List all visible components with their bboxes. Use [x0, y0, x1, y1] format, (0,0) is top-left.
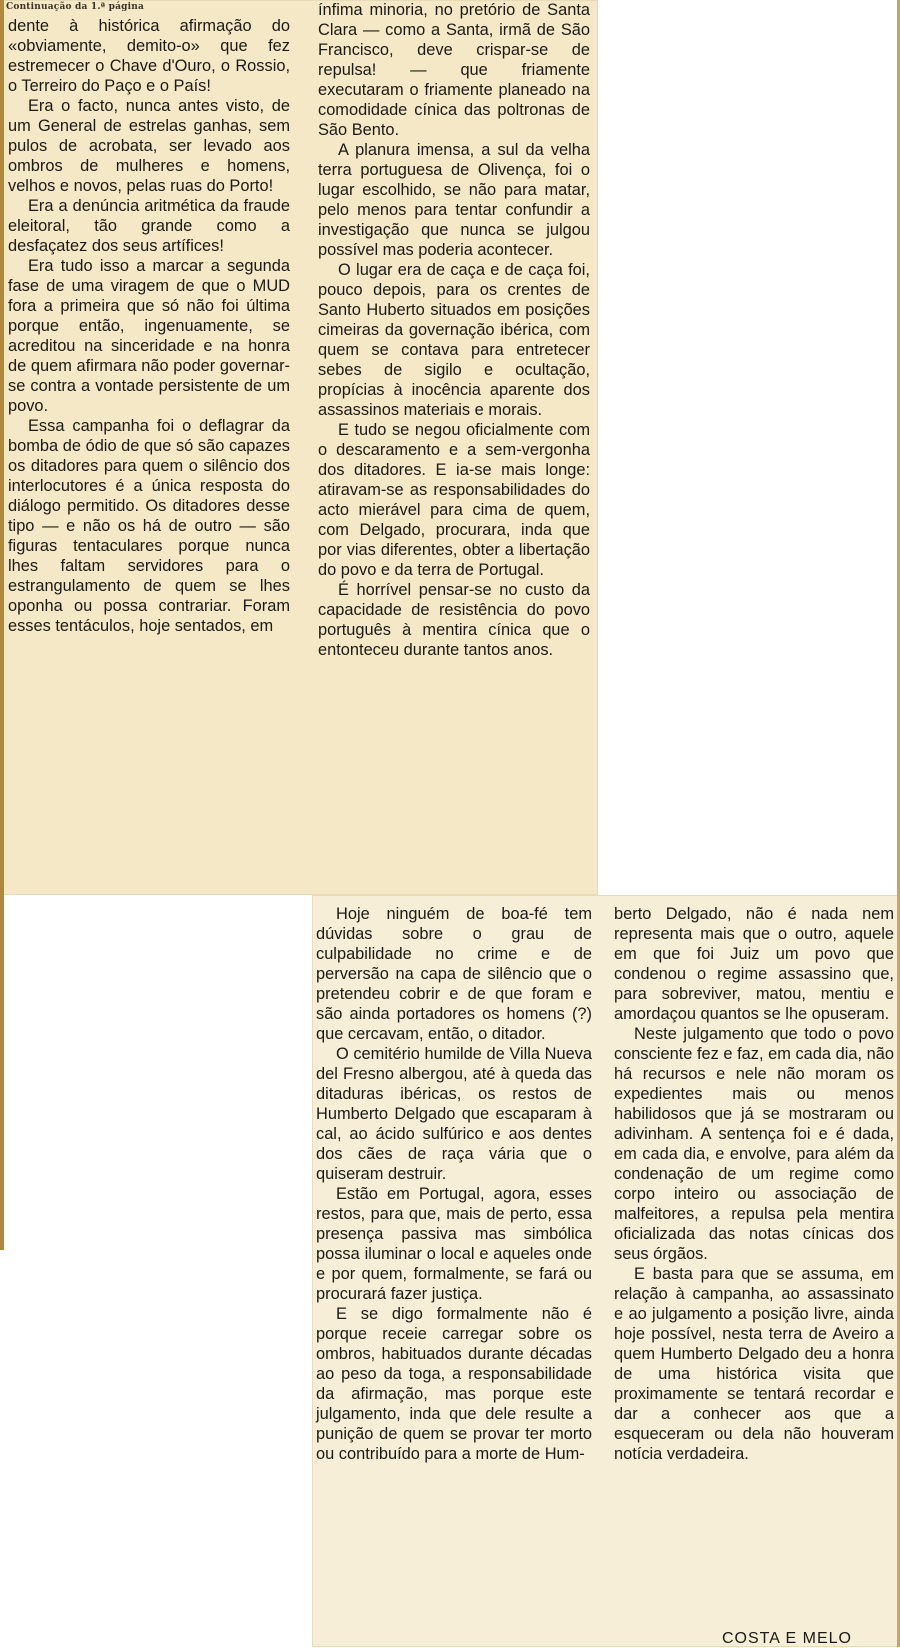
paragraph: O lugar era de caça e de caça foi, pouco depois, para os crentes de Santo Huberto situados em posições cimeiras da governação ibérica, com quem se contava para entretecer sebes de sigilo e ocultação, propícias à inocência aparente dos assassinos materiais e morais. — [318, 261, 590, 419]
paragraph: dente à histórica afirmação do «obviamente, demito-o» que fez estremecer o Chave d'Ouro, o Rossio, o Terreiro do Paço e o País! — [8, 17, 290, 95]
paper-edge-left — [0, 0, 4, 1250]
paragraph: Hoje ninguém de boa-fé tem dúvidas sobre o grau de culpabilidade no crime e de perversão na capa de silêncio que o pretendeu cobrir e de que foram e são ainda portadores os homens (?) que cercavam, então, o ditador. — [316, 905, 592, 1043]
paragraph: E basta para que se assuma, em relação à campanha, ao assassinato e ao julgamento a posição livre, ainda hoje possível, nesta terra de Aveiro a quem Humberto Delgado deu a honra de uma histórica visita que proximamente se tentará recordar e dar a conhecer aos que a esqueceram ou dela não houveram notícia verdadeira. — [614, 1265, 894, 1463]
paragraph: O cemitério humilde de Villa Nueva del Fresno albergou, até à queda das ditaduras ibéricas, os restos de Humberto Delgado que escaparam à cal, ao ácido sulfúrico e aos dentes dos cães de raça vária que o quiseram destruir. — [316, 1045, 592, 1183]
paragraph: ínfima minoria, no pretório de Santa Clara — como a Santa, irmã de São Francisco, deve crispar-se de repulsa! — que friamente executaram o friamente planeado na comodidade cínica das poltronas de São Bento. — [318, 1, 590, 139]
paragraph: Era a denúncia aritmética da fraude eleitoral, tão grande como a desfaçatez dos seus artífices! — [8, 197, 290, 255]
paragraph: berto Delgado, não é nada nem representa mais que o outro, aquele em que foi Juiz um povo que condenou o regime assassino que, para sobreviver, matou, mentiu e amordaçou quantos se lhe opuseram. — [614, 905, 894, 1023]
paragraph: Neste julgamento que todo o povo consciente fez e faz, em cada dia, não há recursos e nele não moram os expedientes mais ou menos habilidosos que já se mostraram ou adivinham. A sentença foi e é dada, em cada dia, e envolve, para além da condenação de um regime como corpo inteiro ou associação de malfeitores, a repulsa pela mentira oficializada das notas cínicas dos seus órgãos. — [614, 1025, 894, 1263]
text-column-2 — [318, 0, 590, 660]
paragraph: Essa campanha foi o deflagrar da bomba de ódio de que só são capazes os ditadores para quem o silêncio dos interlocutores é a única resposta do diálogo permitido. Os ditadores desse tipo — e não os há de outro — são figuras tentaculares porque nunca lhes faltam servidores para o estrangulamento de quem se lhes oponha ou possa contrariar. Foram esses tentáculos, hoje sentados, em — [8, 417, 290, 635]
paragraph: E tudo se negou oficialmente com o descaramento e a sem-vergonha dos ditadores. E ia-se mais longe: atiravam-se as responsabilidades do acto mierável para cima de quem, com Delgado, procurara, inda que por vias diferentes, obter a libertação do povo e da terra de Portugal. — [318, 421, 590, 579]
text-column-3 — [316, 904, 592, 1464]
paragraph: É horrível pensar-se no custo da capacidade de resistência do povo português à mentira cínica que o entonteceu durante tantos anos. — [318, 581, 590, 659]
text-column-1 — [8, 16, 290, 636]
continuation-header: Continuação da 1.ª página — [6, 2, 145, 12]
paragraph: E se digo formalmente não é porque receie carregar sobre os ombros, habituados durante décadas ao peso da toga, a responsabilidade da afirmação, mas porque este julgamento, inda que dele resulte a punição de quem se provar ter morto ou contribuído para a morte de Hum- — [316, 1305, 592, 1463]
paragraph: A planura imensa, a sul da velha terra portuguesa de Olivença, foi o lugar escolhido, se não para matar, pelo menos para tentar confundir a investigação que nunca se julgou possível mas poderia acontecer. — [318, 141, 590, 259]
text-column-4 — [614, 904, 894, 1464]
author-signature: COSTA E MELO — [722, 1630, 852, 1647]
paragraph: Era tudo isso a marcar a segunda fase de uma viragem de que o MUD fora a primeira que só não foi última porque então, ingenuamente, se acreditou na sinceridade e na honra de quem afirmara não poder governar-se contra a vontade persistente de um povo. — [8, 257, 290, 415]
paragraph: Estão em Portugal, agora, esses restos, para que, mais de perto, essa presença passiva mas simbólica possa iluminar o local e aqueles onde e por quem, formalmente, se fará ou procurará fazer justiça. — [316, 1185, 592, 1303]
paragraph: Era o facto, nunca antes visto, de um General de estrelas ganhas, sem pulos de acrobata, ser levado aos ombros de mulheres e homens, velhos e novos, pelas ruas do Porto! — [8, 97, 290, 195]
